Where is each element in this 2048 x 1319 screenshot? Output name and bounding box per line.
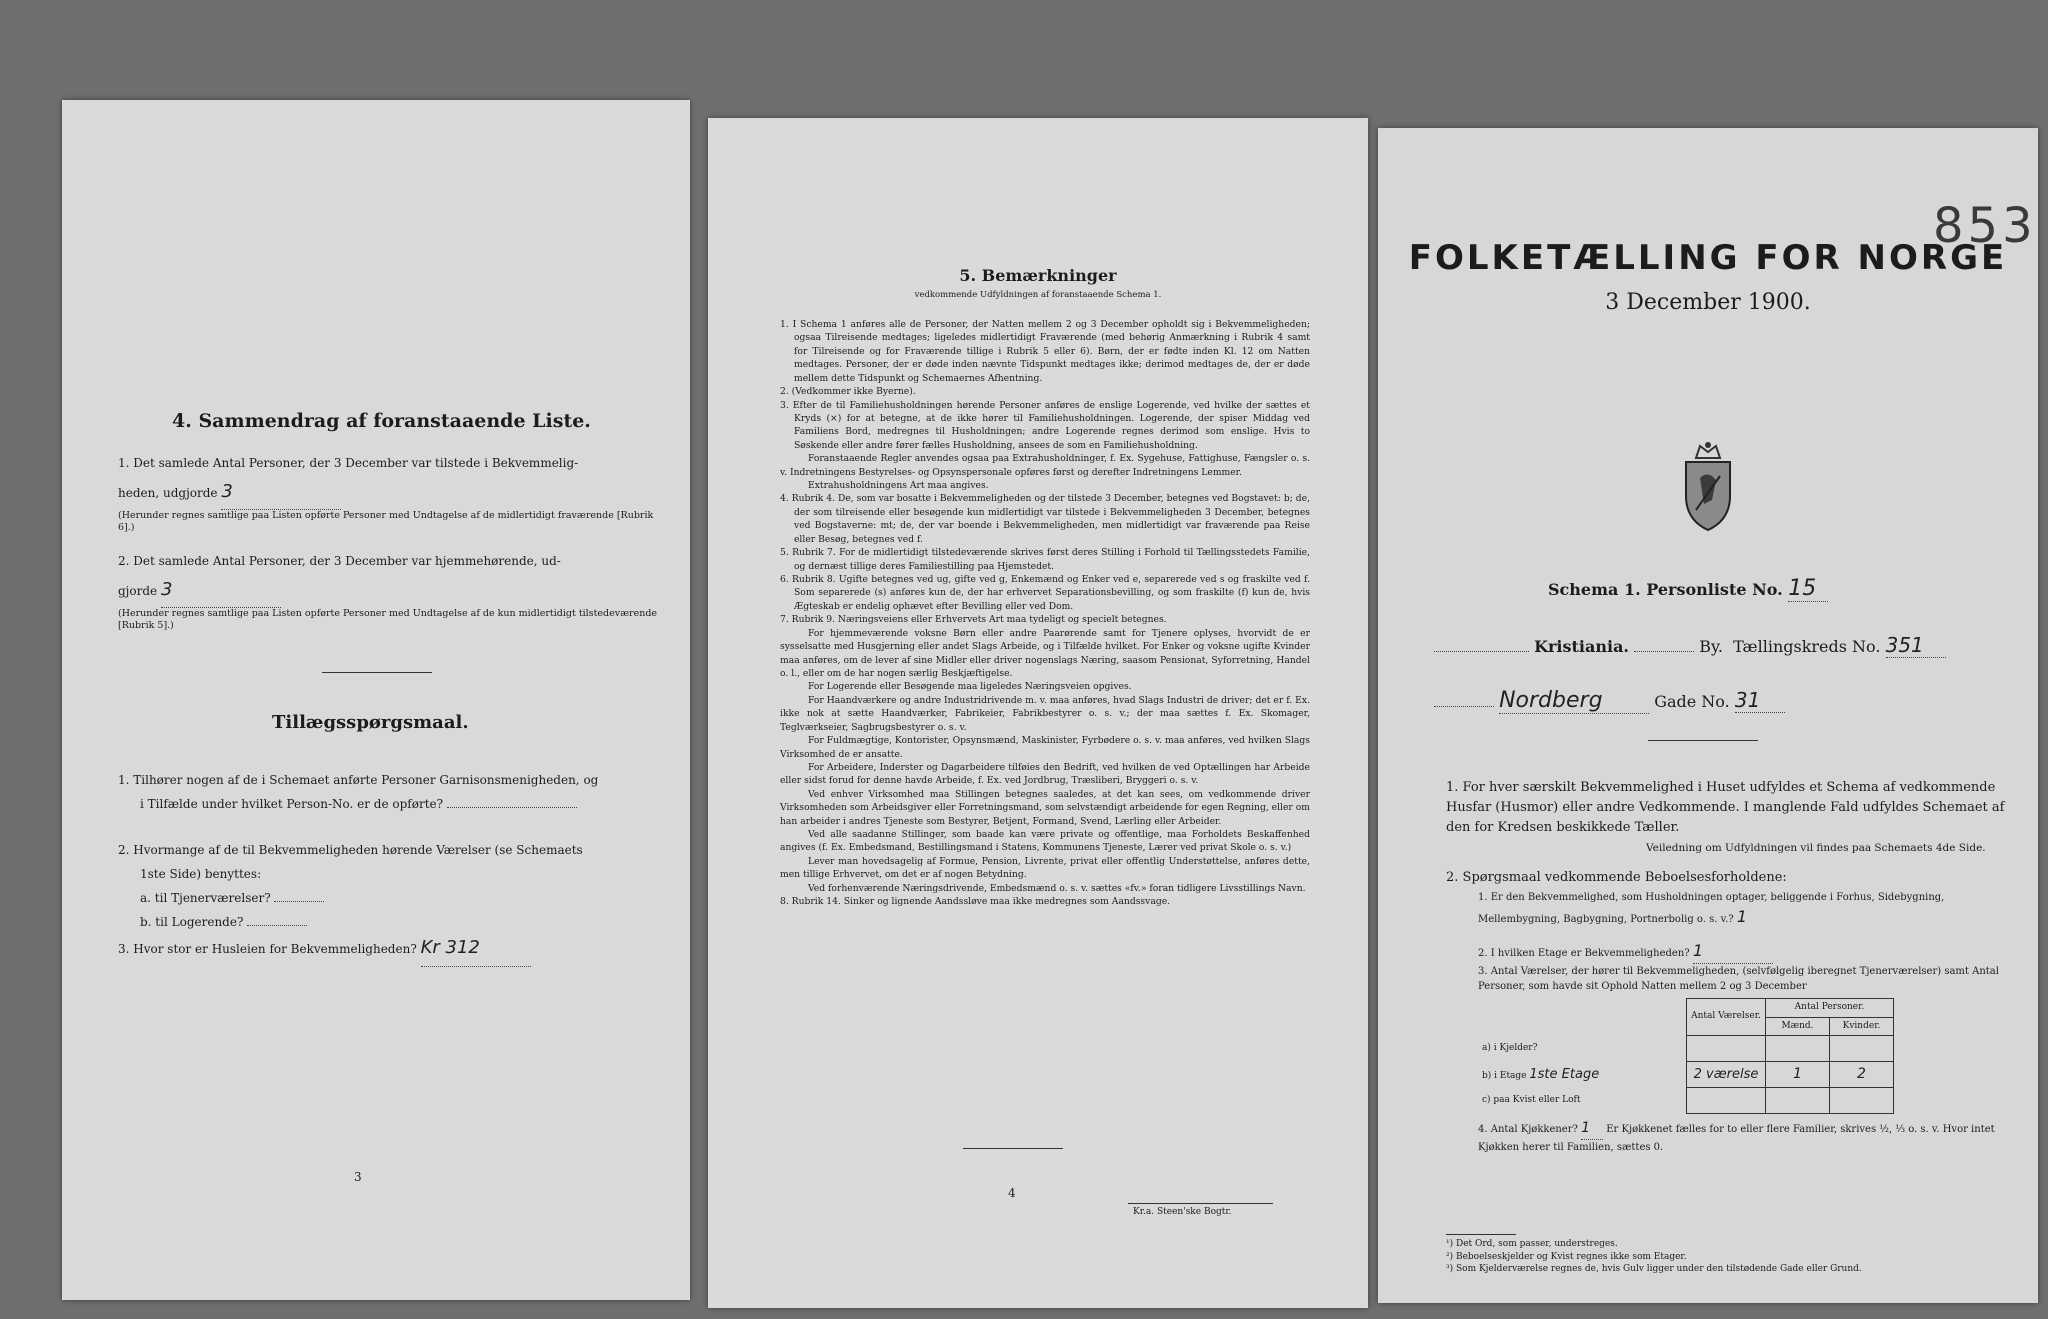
remark-paragraph: For Arbeidere, Inderster og Dagarbeidere tilføies den Bedrift, ved hvilken de ved Optællingen har Arbeide eller sidst forud for denne havde Arbeide, f. Ex. ved Jordbrug, Træsliberi, Bryggeri o. s. v.: [780, 761, 1310, 787]
coat-of-arms-icon: [1678, 440, 1738, 532]
q2c-text: b. til Logerende?: [140, 915, 244, 929]
sub4-text: 4. Antal Kjøkkener?: [1478, 1124, 1578, 1135]
remark-paragraph: For Logerende eller Besøgende maa ligeledes Næringsveien opgives.: [808, 681, 1132, 693]
instruction-2: 2. Spørgsmaal vedkommende Beboelsesforholdene:: [1446, 870, 1787, 885]
row-b-rooms: 2 værelse: [1687, 1062, 1766, 1088]
room-table: [1478, 998, 1894, 1114]
street-value: Nordberg: [1499, 688, 1649, 714]
page-number-left: 3: [354, 1170, 362, 1184]
q2b-text: 1ste Side) benyttes:: [140, 867, 262, 881]
sub1-text: 1. Er den Bekvemmelighed, som Husholdningen optager, beliggende i Forhus, Sidebygning, Mellembygning, Bagbygning, Portnerbolig o. s. v.?: [1478, 892, 1945, 925]
remark-paragraph: Ved alle saadanne Stillinger, som baade kan være private og offentlige, maa Forholdets Beskaffenhed angives (f. Ex. Embedsmand, Bestillingsmand i Statens, Kommunens Tjeneste, Lærer ved privat Skole o. s. v.): [780, 829, 1310, 854]
remark-paragraph: 6. Rubrik 8. Ugifte betegnes ved ug, gifte ved g, Enkemænd og Enker ved e, separerede ved s og fraskilte ved f. Som separerede (s) anføres kun de, der har erhvervet Separationsbevilling, og som fraskilte (f) kun de, hvis Ægteskab er endelig ophævet efter Bevilling eller ved Dom.: [780, 574, 1310, 612]
middle-page: [708, 118, 1368, 1308]
handwritten-number: 853: [1933, 198, 2037, 254]
item1-note: (Herunder regnes samtlige paa Listen opførte Personer med Undtagelse af de midlertidigt fraværende [Rubrik 6].): [118, 509, 654, 534]
sub-question-4: [1478, 1118, 2008, 1155]
sub1-value: 1: [1736, 907, 1747, 926]
street-leader: [1434, 706, 1494, 707]
q2a-text: a. til Tjenerværelser?: [140, 891, 271, 905]
summary-title: 4. Sammendrag af foranstaaende Liste.: [172, 410, 591, 432]
footnote-2: ²) Beboelseskjelder og Kvist regnes ikke som Etager.: [1446, 1251, 1687, 1262]
row-c-label: c) paa Kvist eller Loft: [1482, 1094, 1581, 1105]
census-title: FOLKETÆLLING FOR NORGE: [1408, 238, 2008, 278]
schema-line: [1548, 576, 1828, 602]
divider: [1648, 740, 1758, 741]
sub4-value: 1: [1581, 1118, 1603, 1140]
col-men: Mænd.: [1766, 1017, 1830, 1036]
sub2-value: 1: [1693, 939, 1773, 964]
printer-name: Kr.a. Steen'ske Bogtr.: [1133, 1207, 1232, 1217]
remarks-subtitle: vedkommende Udfyldningen af foranstaaende Schema 1.: [914, 290, 1162, 300]
sub-question-2: [1478, 939, 2008, 964]
tillaeg-title: Tillægsspørgsmaal.: [272, 712, 469, 733]
row-b-men: 1: [1766, 1062, 1830, 1088]
sub-questions: [1478, 890, 2008, 1155]
remark-paragraph: 7. Rubrik 9. Næringsveiens eller Erhvervets Art maa tydeligt og specielt betegnes.: [780, 614, 1167, 626]
remark-paragraph: For Fuldmægtige, Kontorister, Opsynsmænd, Maskinister, Fyrbødere o. s. v. maa anføres, ved hvilken Slags Virksomhed de er ansatte.: [780, 735, 1310, 760]
question-1: [118, 768, 678, 816]
remark-paragraph: 4. Rubrik 4. De, som var bosatte i Bekvemmeligheden og der tilstede 3 December, betegnes ved Bogstavet: b; de, der som tilreisende eller besøgende kun midlertidigt var tilstede i Bekvemmeligheden 3 December, betegnes ved Bogstaverne: mt; de, der var boende i Bekvemmeligheden, men midlertidigt var fraværende paa Reise eller Besøg, betegnes ved f.: [780, 493, 1310, 545]
q1-answer-line: [447, 807, 577, 808]
left-page: [62, 100, 690, 1300]
question-3: [118, 930, 678, 967]
item1-text2: heden, udgjorde: [118, 485, 218, 500]
row-b-women: 2: [1830, 1062, 1894, 1088]
city-leader: [1434, 651, 1529, 652]
remark-paragraph: Foranstaaende Regler anvendes ogsaa paa Extrahusholdninger, f. Ex. Sygehuse, Fattighuse, Fængsler o. s. v. Indretningens Bestyrelses- og Opsynspersonale opføres først og derefter Indretningens Lemmer.: [780, 453, 1310, 478]
question-2: [118, 838, 678, 934]
remark-paragraph: For hjemmeværende voksne Børn eller andre Paarørende samt for Tjenere oplyses, hvorvidt de er sysselsatte med Husgjerning eller andet Slags Arbeide, og i Tilfælde hvilket. For Enker og voksne ugifte Kvinder maa anføres, om de lever af sine Midler eller driver nogenslags Næring, saasom Pensionat, Syforretning, Handel o. l., eller om de har nogen særlig Beskjæftigelse.: [780, 627, 1310, 679]
footnote-1: ¹) Det Ord, som passer, understreges.: [1446, 1239, 1618, 1249]
remarks-title: 5. Bemærkninger: [959, 266, 1117, 285]
kreds-label: Tællingskreds No.: [1733, 637, 1881, 656]
instr1-note: Veiledning om Udfyldningen vil findes paa Schemaets 4de Side.: [1646, 842, 1986, 855]
sub-question-3: 3. Antal Værelser, der hører til Bekvemmeligheden, (selvfølgelig iberegnet Tjenerværelser) samt Antal Personer, som havde sit Ophold Natten mellem 2 og 3 December: [1478, 966, 1999, 992]
q1b-text: i Tilfælde under hvilket Person-No. er de opførte?: [140, 797, 444, 811]
summary-item-1: [118, 452, 658, 535]
footnotes: [1446, 1238, 2006, 1276]
kreds-value: 351: [1886, 633, 1946, 658]
divider: [963, 1148, 1063, 1149]
remark-paragraph: Extrahusholdningens Art maa angives.: [808, 480, 989, 492]
remark-paragraph: Ved forhenværende Næringsdrivende, Embedsmænd o. s. v. sættes «fv.» foran tidligere Livsstillings Navn.: [808, 882, 1306, 894]
schema-value: 15: [1788, 576, 1828, 602]
city-name: Kristiania.: [1534, 637, 1629, 656]
printer-rule: [1128, 1203, 1273, 1204]
row-a-label: a) i Kjelder?: [1482, 1042, 1538, 1053]
q2c-answer-line: [247, 925, 307, 926]
footnote-3: ³) Som Kjelderværelse regnes de, hvis Gulv ligger under den tilstødende Gade eller Grund.: [1446, 1264, 1862, 1275]
remark-paragraph: 2. (Vedkommer ikke Byerne).: [780, 386, 916, 398]
summary-item-2: [118, 550, 658, 633]
remark-paragraph: 8. Rubrik 14. Sinker og lignende Aandssløve maa ikke medregnes som Aandssvage.: [780, 896, 1171, 908]
sub-question-1: [1478, 890, 2008, 929]
remark-paragraph: For Haandværkere og andre Industridrivende m. v. maa anføres, hvad Slags Industri de driver; det er f. Ex. ikke nok at sætte Haandværker, Fabrikeier, Fabrikbestyrer o. s. v.; der maa sættes f. Ex. Skomager, Teglværkseier, Sagbrugsbestyrer o. s. v.: [780, 694, 1310, 733]
location-line: [1434, 633, 1946, 658]
remark-paragraph: Lever man hovedsagelig af Formue, Pension, Livrente, privat eller offentlig Understøttelse, anføres dette, men tillige Erhvervet, om det er af nogen Betydning.: [780, 855, 1310, 881]
right-page: [1378, 128, 2038, 1303]
item2-text: 2. Det samlede Antal Personer, der 3 December var hjemmehørende, ud-: [118, 554, 561, 568]
col-women: Kvinder.: [1830, 1017, 1894, 1036]
row-b: [1478, 1062, 1687, 1088]
footnote-rule: [1446, 1234, 1516, 1235]
item2-text2: gjorde: [118, 583, 158, 598]
gade-label: Gade No.: [1654, 692, 1730, 711]
schema-label: Schema 1. Personliste No.: [1548, 580, 1783, 599]
col-rooms: Antal Værelser.: [1687, 999, 1766, 1036]
remark-paragraph: Ved enhver Virksomhed maa Stillingen betegnes saaledes, at det kan sees, om vedkommende driver Virksomheden som Arbeidsgiver eller Forretningsmand, som selvstændigt arbeidende for egen Regning, eller om han arbeider i andres Tjeneste som Bestyrer, Betjent, Formand, Svend, Lærling eller Arbeider.: [780, 788, 1310, 827]
gade-value: 31: [1735, 688, 1785, 713]
city-leader-2: [1634, 651, 1694, 652]
row-b-floor: 1ste Etage: [1529, 1066, 1600, 1082]
page-number-mid: 4: [1008, 1186, 1016, 1200]
item1-value: 3: [221, 475, 341, 510]
q3-value: Kr 312: [421, 930, 531, 967]
census-date: 3 December 1900.: [1605, 290, 1811, 315]
remark-paragraph: 3. Efter de til Familiehusholdningen hørende Personer anføres de enslige Logerende, ved hvilke der sættes et Kryds (×) for at betegne, at de ikke hører til Familiehusholdningen. Logerende, der spiser Middag ved Familiens Bord, medregnes til Husholdningen; andre Logerende regnes derimod som enslige. Hvis to Søskende eller andre fører fælles Husholdning, ansees de som en Familiehusholdning.: [780, 399, 1310, 451]
remark-paragraph: 5. Rubrik 7. For de midlertidigt tilstedeværende skrives først deres Stilling i Forhold til Tællingsstedets Familie, og dernæst tillige deres Familiestilling paa Hjemstedet.: [780, 547, 1310, 572]
item2-value: 3: [161, 573, 281, 608]
divider: [322, 672, 432, 673]
instr1-text: 1. For hver særskilt Bekvemmelighed i Huset udfyldes et Schema af vedkommende Husfar (Husmor) eller andre Vedkommende. I manglende Fald udfyldes Schemaet af den for Kredsen beskikkede Tæller.: [1446, 780, 2005, 836]
q2-text: 2. Hvormange af de til Bekvemmeligheden hørende Værelser (se Schemaets: [118, 843, 583, 857]
item2-note: (Herunder regnes samtlige paa Listen opførte Personer med Undtagelse af de kun midlertidigt tilstedeværende [Rubrik 5].): [118, 607, 658, 632]
street-line: [1434, 688, 1785, 714]
remarks-body: [780, 318, 1310, 909]
sub4-explanation: Er Kjøkkenet fælles for to eller flere Familier, skrives ½, ⅓ o. s. v. Hvor intet Kjøkken herer til Familien, sættes 0.: [1478, 1124, 1995, 1153]
sub2-text: 2. I hvilken Etage er Bekvemmeligheden?: [1478, 948, 1690, 959]
item1-text: 1. Det samlede Antal Personer, der 3 December var tilstede i Bekvemmelig-: [118, 456, 579, 470]
remark-paragraph: 1. I Schema 1 anføres alle de Personer, der Natten mellem 2 og 3 December opholdt sig i Bekvemmeligheden; ogsaa Tilreisende medtages; ligeledes midlertidigt Fraværende (med behørig Anmærkning i Rubrik 4 samt for Tilreisende og for Fraværende tillige i Rubrik 5 eller 6). Børn, der er fødte inden Kl. 12 om Natten medtages. Personer, der er døde inden nævnte Tidspunkt medtages ikke; derimod medtages de, der er døde mellem dette Tidspunkt og Schemaernes Afhentning.: [780, 319, 1310, 384]
q3-text: 3. Hvor stor er Husleien for Bekvemmeligheden?: [118, 942, 417, 956]
by-label: By.: [1699, 637, 1723, 656]
col-persons: Antal Personer.: [1766, 999, 1894, 1018]
instruction-1: [1446, 778, 2006, 859]
row-b-label: b) i Etage: [1482, 1070, 1527, 1081]
q2a-answer-line: [274, 901, 324, 902]
q1-text: 1. Tilhører nogen af de i Schemaet anførte Personer Garnisonsmenigheden, og: [118, 773, 599, 787]
